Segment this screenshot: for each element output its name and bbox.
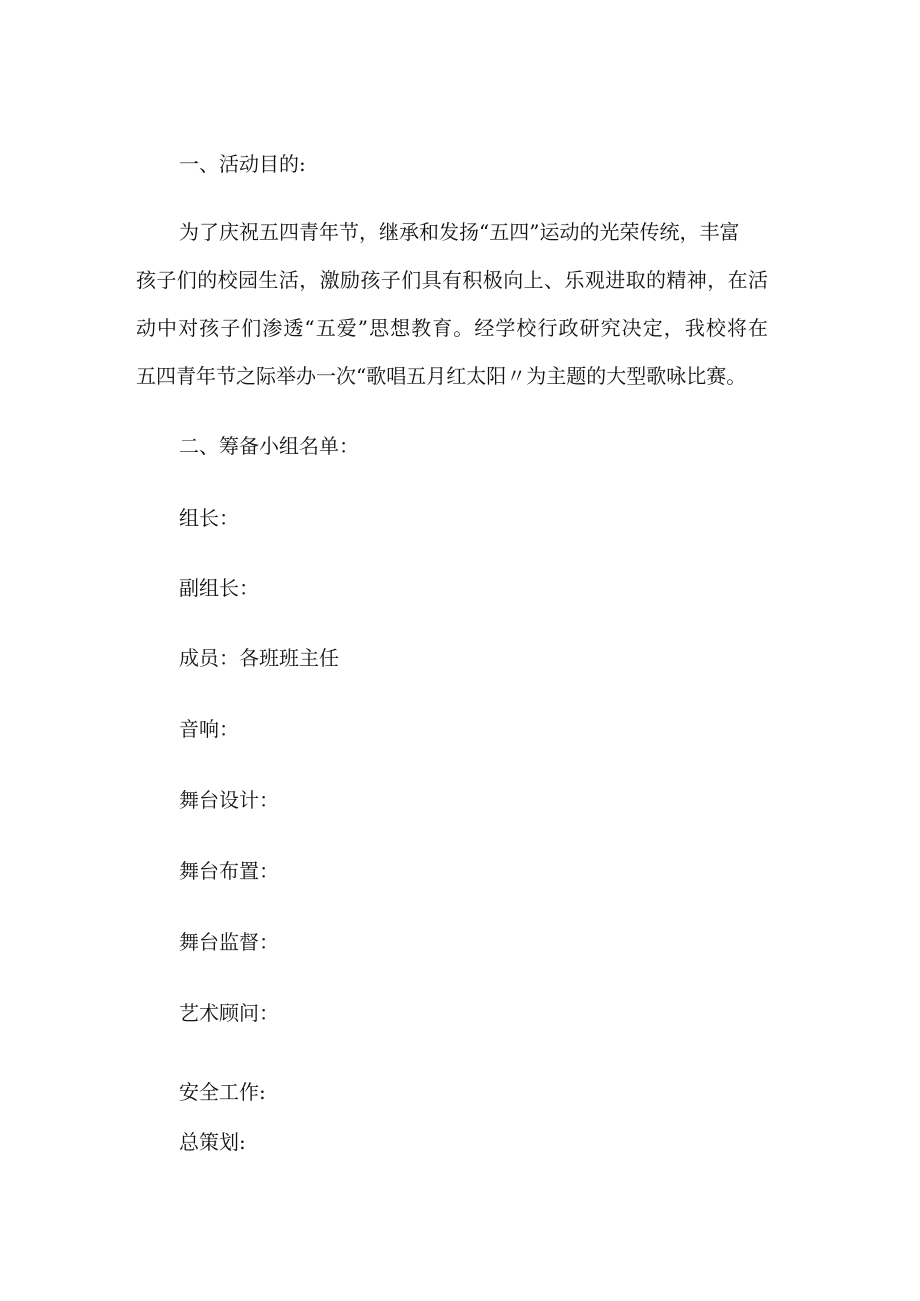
section-heading-purpose: 一、活动目的: [179,152,306,176]
role-stage-design: 舞台设计： [179,788,279,812]
role-chief-planner: 总策划: [179,1130,246,1154]
role-safety: 安全工作: [179,1080,266,1104]
paragraph-line-3: 动中对孩子们渗透“五爱”思想教育。经学校行政研究决定，我校将在 [136,316,768,340]
role-deputy-leader: 副组长： [179,576,259,600]
section-heading-committee: 二、筹备小组名单： [179,434,359,458]
paragraph-line-4: 五四青年节之际举办一次“歌唱五月红太阳〃为主题的大型歌咏比赛。 [136,364,747,388]
role-members: 成员：各班班主任 [179,646,339,670]
paragraph-line-2: 孩子们的校园生活，激励孩子们具有积极向上、乐观进取的精神，在活 [136,268,768,292]
role-leader: 组长： [179,506,239,530]
role-stage-setup: 舞台布置： [179,859,279,883]
role-art-advisor: 艺术顾问： [179,1001,279,1025]
paragraph-line-1: 为了庆祝五四青年节，继承和发扬“五四”运动的光荣传统，丰富 [179,220,740,244]
role-stage-supervision: 舞台监督： [179,930,279,954]
role-sound: 音响： [179,717,239,741]
